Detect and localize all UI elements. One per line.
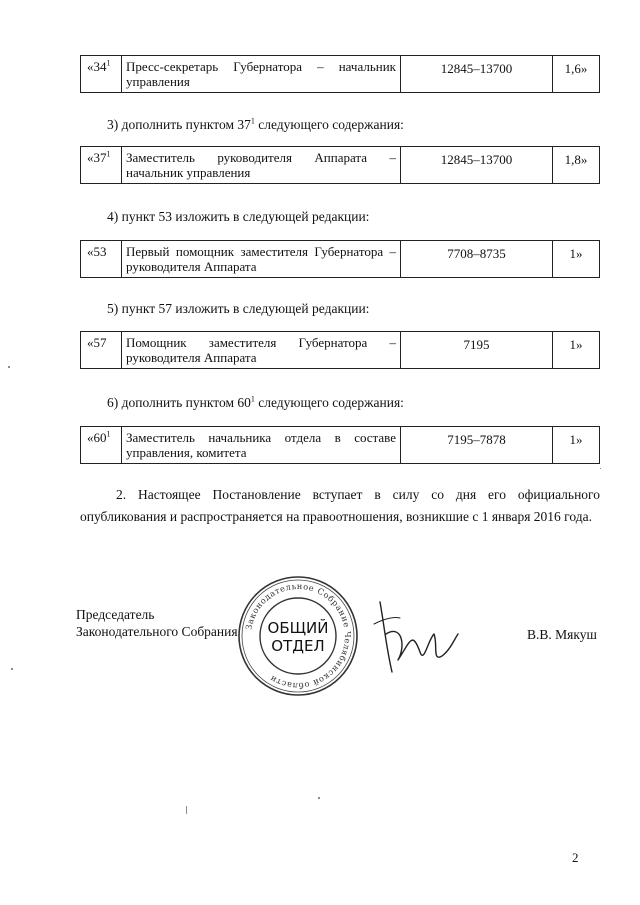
table-row-60-1 [80, 426, 600, 464]
scan-speck [11, 668, 13, 670]
handwritten-signature [362, 594, 462, 684]
row-salary: 7708–8735 [401, 241, 553, 278]
signatory-name: В.В. Мякуш [527, 627, 597, 642]
scan-speck [186, 806, 187, 814]
effective-date-paragraph: 2. Настоящее Постановление вступает в силу со дня его официального опубликования и распространяется на правоотношения, возникшие с 1 января 2016 года. [80, 487, 600, 524]
position-line-1: Председатель [76, 607, 155, 622]
scan-speck [318, 797, 320, 799]
row-coefficient: 1» [553, 427, 600, 464]
stamp-center-line-1: ОБЩИЙ [267, 619, 329, 637]
row-title: Пресс-секретарь Губернатора – начальник управления [122, 56, 401, 93]
row-title: Заместитель начальника отдела в составе управления, комитета [122, 427, 401, 464]
row-coefficient: 1,8» [553, 147, 600, 184]
office-stamp [236, 574, 360, 698]
row-coefficient: 1» [553, 332, 600, 369]
row-number: «$34^1$ [81, 56, 122, 93]
row-salary: 7195 [401, 332, 553, 369]
instruction-5: 5) пункт 57 изложить в следующей редакции: [107, 301, 370, 316]
row-title: Заместитель руководителя Аппарата – начальник управления [122, 147, 401, 184]
instruction-6: 6) дополнить пунктом $60^1$ следующего содержания: [107, 394, 404, 410]
scan-speck [8, 366, 10, 368]
stamp-center-line-2: ОТДЕЛ [271, 637, 325, 655]
table-row-37-1 [80, 146, 600, 184]
row-coefficient: 1,6» [553, 56, 600, 93]
row-number: «$37^1$ [81, 147, 122, 184]
row-title: Первый помощник заместителя Губернатора – руководителя Аппарата [122, 241, 401, 278]
table-row-57 [80, 331, 600, 369]
stamp-ring-text: Законодательное Собрание Челябинской области [243, 580, 354, 692]
row-number: «53 [81, 241, 122, 278]
row-salary: 12845–13700 [401, 147, 553, 184]
position-line-2: Законодательного Собрания [76, 624, 238, 639]
table-row-53 [80, 240, 600, 278]
row-number: «$60^1$ [81, 427, 122, 464]
page-number: 2 [572, 850, 579, 865]
table-row-34-1 [80, 55, 600, 93]
scan-speck [600, 468, 601, 469]
instruction-4: 4) пункт 53 изложить в следующей редакции: [107, 209, 370, 224]
instruction-3: 3) дополнить пунктом $37^1$ следующего содержания: [107, 116, 404, 132]
row-salary: 7195–7878 [401, 427, 553, 464]
row-salary: 12845–13700 [401, 56, 553, 93]
row-title: Помощник заместителя Губернатора – руководителя Аппарата [122, 332, 401, 369]
row-coefficient: 1» [553, 241, 600, 278]
signatory-position [76, 606, 238, 640]
row-number: «57 [81, 332, 122, 369]
